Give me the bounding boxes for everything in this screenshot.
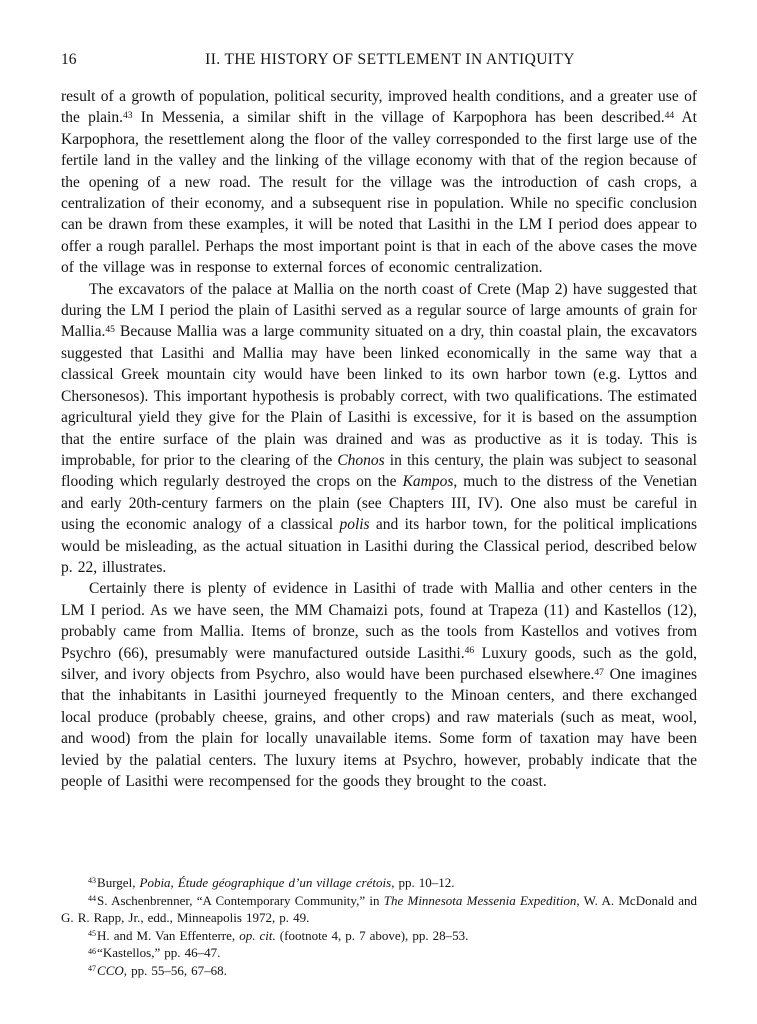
footnote-43: $^{43}$Burgel, Pobia, Étude géographique d’un village crétois, pp. 10–12. <box>88 875 455 890</box>
page-number: 16 <box>61 51 77 68</box>
body-paragraph-2: The excavators of the palace at Mallia on the north coast of Crete (Map 2) have suggested that during the LM I period the plain of Lasithi served as a regular source of large amounts of grain for Mallia.$^{45}$ Because Mallia was a large community situated on a dry, thin coastal plain, the excavators suggested that Lasithi and Mallia may have been linked economically in the same way that a classical Greek mountain city would have been linked to its own harbor town (e.g. Lyttos and Chersonesos). This important hypothesis is probably correct, with two qualifications. The estimated agricultural yield they give for the Plain of Lasithi is excessive, for it is based on the assumption that the entire surface of the plain was drained and was as productive as it is today. This is improbable, for prior to the clearing of the Chonos in this century, the plain was subject to seasonal flooding which regularly destroyed the crops on the Kampos, much to the distress of the Venetian and early 20th-century farmers on the plain (see Chapters III, IV). One also must be careful in using the economic analogy of a classical polis and its harbor town, for the political implications would be misleading, as the actual situation in Lasithi during the Classical period, described below p. 22, illustrates. <box>61 280 697 576</box>
footnote-44: $^{44}$S. Aschenbrenner, “A Contemporary Community,” in The Minnesota Messenia Expedition, W. A. McDonald and G. R. Rapp, Jr., edd., Minneapolis 1972, p. 49. <box>61 892 698 926</box>
body-paragraph-1: result of a growth of population, political security, improved health conditions, and a greater use of the plain.$^{43}$ In Messenia, a similar shift in the village of Karpophora has been described.$^{44}$ At Karpophora, the resettlement along the floor of the valley corresponded to the first large use of the fertile land in the valley and the linking of the village economy with that of the region because of the opening of a new road. The result for the village was the introduction of cash crops, a centralization of their economy, and a subsequent rise in population. While no specific conclusion can be drawn from these examples, it will be noted that Lasithi in the LM I period does appear to offer a rough parallel. Perhaps the most important point is that in each of the above cases the move of the village was in response to external forces of economic centralization. <box>61 88 697 277</box>
body-paragraph-3: Certainly there is plenty of evidence in Lasithi of trade with Mallia and other centers in the LM I period. As we have seen, the MM Chamaizi pots, found at Trapeza (11) and Kastellos (12), probably came from Mallia. Items of bronze, such as the tools from Kastellos and votives from Psychro (66), presumably were manufactured outside Lasithi.$^{46}$ Luxury goods, such as the gold, silver, and ivory objects from Psychro, also would have been purchased elsewhere.$^{47}$ One imagines that the inhabitants in Lasithi journeyed frequently to the Minoan centers, and there exchanged local produce (probably cheese, grains, and other crops) and raw materials (such as meat, wool, and wood) from the plain for locally unavailable items. Some form of taxation may have been levied by the palatial centers. The luxury items at Psychro, however, probably indicate that the people of Lasithi were recompensed for the goods they brought to the coast. <box>61 580 697 790</box>
footnote-46: $^{46}$“Kastellos,” pp. 46–47. <box>88 945 221 961</box>
footnotes <box>61 874 697 980</box>
running-header-title: II. THE HISTORY OF SETTLEMENT IN ANTIQUITY <box>205 51 575 68</box>
footnote-45: $^{45}$H. and M. Van Effenterre, op. cit. (footnote 4, p. 7 above), pp. 28–53. <box>88 927 469 943</box>
body-text <box>61 86 697 792</box>
footnote-47: $^{47}$CCO, pp. 55–56, 67–68. <box>88 962 227 978</box>
running-header <box>61 51 697 71</box>
